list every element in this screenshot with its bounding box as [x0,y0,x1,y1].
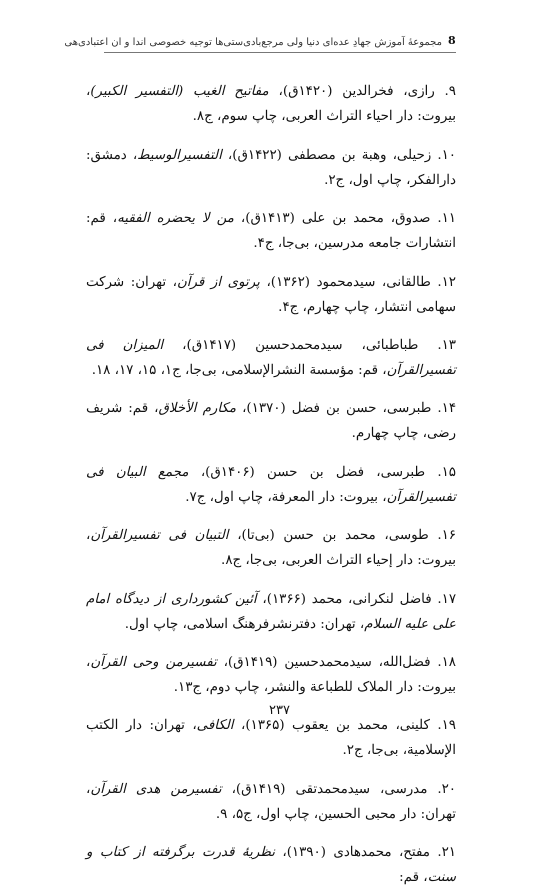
work-title: مفاتیح الغیب (التفسیر الکبیر) [90,84,269,100]
work-title: الکافی [196,718,234,734]
bibliography-entry: ۲۱. مفتح، محمدهادی (۱۳۹۰)، نظریهٔ قدرت برگرفته از کتاب و سنت، قم: [86,845,456,886]
running-header: مجموعهٔ آموزش جهادِ عده‌ای دنیا ولی مرجع‌بادی‌ستی‌ها توجیه خصوصی اندا و ان اعتبادی‌هی [64,37,442,48]
work-title: مکارم الأخلاق [158,401,237,417]
bibliography-list [86,66,456,894]
header-rule [104,52,456,53]
page-folio: ۲۳۷ [269,703,290,718]
bibliography-entry: ۱۷. فاضل لنکرانی، محمد (۱۳۶۶)، آئین کشورداری از دیدگاه امام علی علیه السلام، تهران: دفترنشرفرهنگ اسلامی، چاپ اول. [86,591,457,632]
work-title: پرتوی از قرآن [176,274,260,290]
bibliography-entry: ۱۹. کلینی، محمد بن یعقوب (۱۳۶۵)، الکافی، تهران: دار الکتب الإسلامیة، بی‌جا، ج۲. [86,718,456,759]
work-title: تفسیرمن وحی القرآن [90,654,217,670]
work-title: نظریهٔ قدرت برگرفته از کتاب و سنت [86,845,456,886]
work-title: المیزان فی تفسیرالقرآن [86,337,456,378]
work-title: من لا یحضره الفقیه [117,211,234,227]
bibliography-entry: ۱۴. طبرسی، حسن بن فضل (۱۳۷۰)، مکارم الأخلاق، قم: شریف رضی، چاپ چهارم. [86,401,457,442]
header-page-number: 8 [448,34,456,47]
work-title: التفسیرالوسیط [137,147,222,163]
work-title: آئین کشورداری از دیدگاه امام علی علیه السلام [86,591,456,632]
bibliography-entry: ۱۸. فضل‌الله، سیدمحمدحسین (۱۴۱۹ق)، تفسیرمن وحی القرآن، بیروت: دار الملاک للطباعة والنشر، چاپ دوم، ج۱۳. [86,654,456,695]
bibliography-entry: ۱۶. طوسی، محمد بن حسن (بی‌تا)، التبیان فی تفسیرالقرآن، بیروت: دار إحیاء التراث العربی، بی‌جا، ج۸. [86,528,456,569]
bibliography-entry: ۱۲. طالقانی، سیدمحمود (۱۳۶۲)، پرتوی از قرآن، تهران: شرکت سهامی انتشار، چاپ چهارم، ج۴. [86,274,456,315]
work-title: تفسیرمن هدی القرآن [90,781,222,797]
work-title: مجمع البیان فی تفسیرالقرآن [86,464,456,505]
bibliography-entry: ۲۰. مدرسی، سیدمحمدتقی (۱۴۱۹ق)، تفسیرمن هدی القرآن، تهران: دار محبی الحسین، چاپ اول، ج۵، ۹. [86,781,456,822]
bibliography-entry: ۱۰. زحیلی، وهبة بن مصطفی (۱۴۲۲ق)، التفسیرالوسیط، دمشق: دارالفکر، چاپ اول، ج۲. [86,147,456,188]
bibliography-entry: ۱۵. طبرسی، فضل بن حسن (۱۴۰۶ق)، مجمع البیان فی تفسیرالقرآن، بیروت: دار المعرفة، چاپ اول، ج۷. [86,464,456,505]
bibliography-entry: ۱۳. طباطبائی، سیدمحمدحسین (۱۴۱۷ق)، المیزان فی تفسیرالقرآن، قم: مؤسسة النشرالإسلامی، بی‌جا، ج۱، ۱۵، ۱۷، ۱۸. [86,337,456,378]
bibliography-entry: ۱۱. صدوق، محمد بن علی (۱۴۱۳ق)، من لا یحضره الفقیه، قم: انتشارات جامعه مدرسین، بی‌جا، ج۴. [86,211,456,252]
bibliography-entry: ۹. رازی، فخرالدین (۱۴۲۰ق)، مفاتیح الغیب (التفسیر الکبیر)، بیروت: دار احیاء التراث العربی، چاپ سوم، ج۸. [86,84,456,125]
work-title: التبیان فی تفسیرالقرآن [90,528,229,544]
